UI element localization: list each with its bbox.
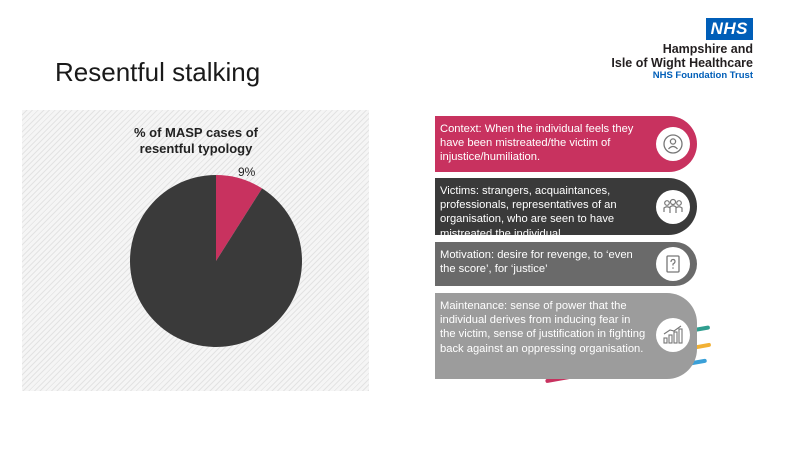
slice-label: 9%	[238, 165, 256, 179]
trust-name-line1: Hampshire and	[662, 42, 753, 56]
nhs-badge: NHS	[706, 18, 753, 40]
decorative-streak	[695, 343, 711, 350]
info-panel	[435, 112, 711, 384]
pie-chart-svg	[22, 110, 369, 391]
growth-chart-icon	[656, 318, 690, 352]
group-icon	[656, 190, 690, 224]
nhs-logo	[611, 18, 753, 82]
pie-chart	[22, 110, 369, 391]
victims-band	[435, 178, 697, 240]
motivation-band	[435, 242, 697, 286]
context-band	[435, 116, 697, 172]
maintenance-band	[435, 293, 697, 379]
person-circle-icon	[656, 127, 690, 161]
question-card-icon	[656, 247, 690, 281]
chart-title: % of MASP cases of resentful typology	[133, 125, 259, 156]
motivation-text: Motivation: desire for revenge, to ‘even the score’, for ‘justice’	[440, 249, 633, 276]
trust-name-line2: Isle of Wight Healthcare	[611, 56, 753, 70]
maintenance-text: Maintenance: sense of power that the individual derives from inducing fear in the victim, sense of justification in fighting back against an oppressing organisation.	[440, 300, 646, 355]
trust-name-line3: NHS Foundation Trust	[652, 70, 753, 81]
slide-title: Resentful stalking	[55, 57, 261, 87]
victims-text: Victims: strangers, acquaintances, professionals, representatives of an organisation, who are seen to have mistreated the individual	[440, 185, 617, 240]
context-text: Context: When the individual feels they have been mistreated/the victim of injustice/humiliation.	[440, 123, 634, 164]
